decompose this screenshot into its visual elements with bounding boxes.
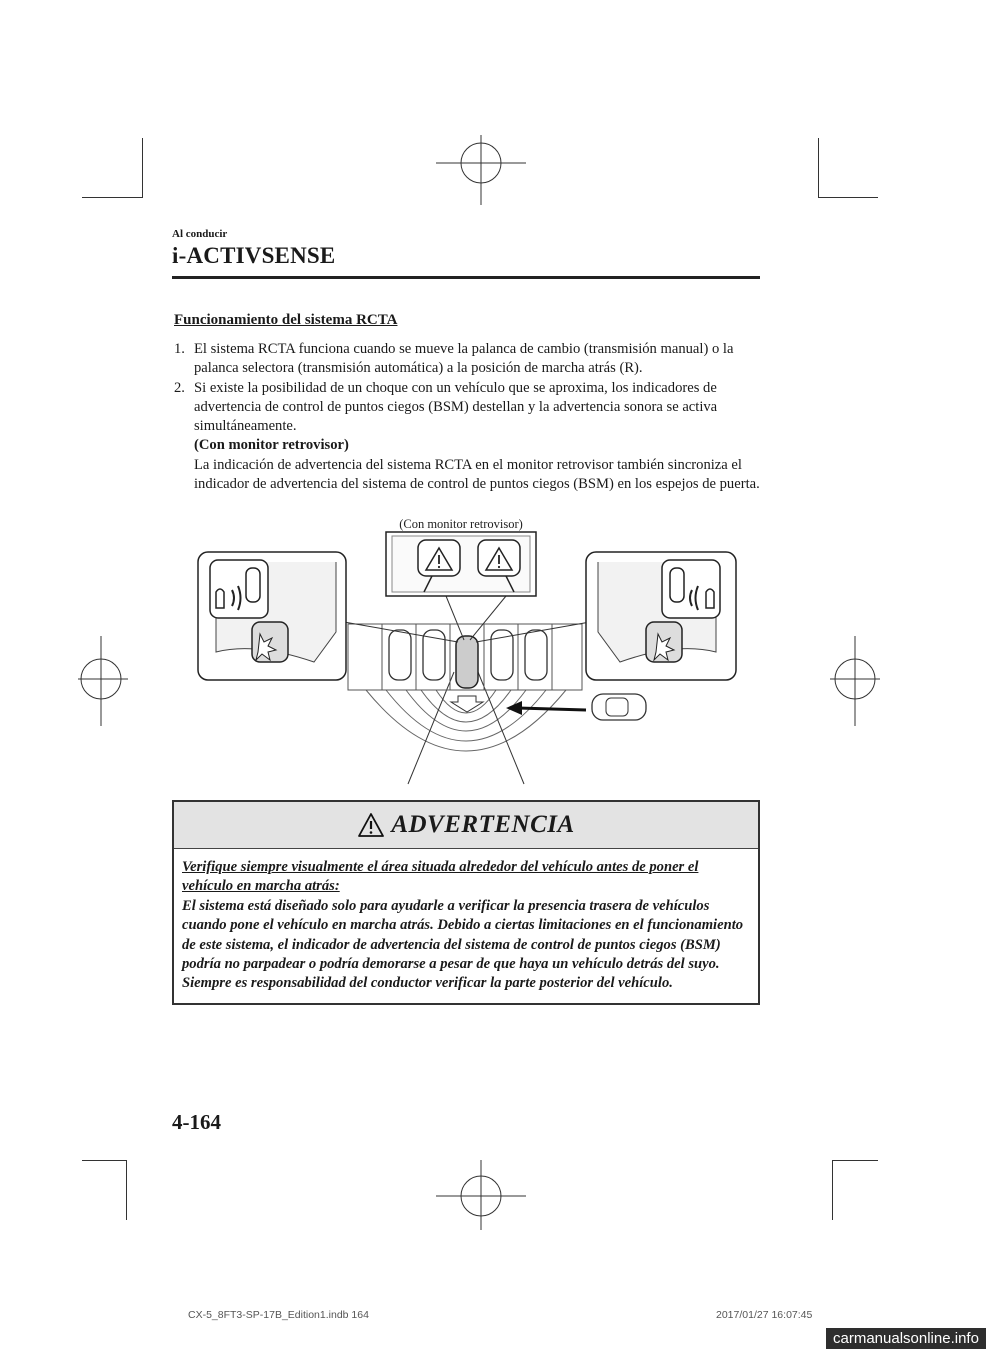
section-label: Al conducir [172,228,228,240]
list-item [174,340,764,379]
reversing-car [456,636,478,688]
sub-heading: Funcionamiento del sistema RCTA [174,312,398,328]
warning-title: ADVERTENCIA [391,811,575,838]
monitor-note-text: La indicación de advertencia del sistema RCTA en el monitor retrovisor también sincroniza el indicador de advertencia del sistema de control de puntos ciegos (BSM) en los espejos de puerta. [194,456,760,493]
title-divider [172,276,760,279]
warning-lead: Verifique siempre visualmente el área situada alrededor del vehículo antes de poner el vehículo en marcha atrás: [182,859,699,895]
footer-file-name: CX-5_8FT3-SP-17B_Edition1.indb 164 [188,1309,369,1321]
warning-text: El sistema está diseñado solo para ayudarle a verificar la presencia trasera de vehículos cuando pone el vehículo en marcha atrás. Debido a ciertas limitaciones en el funcionamiento de este sistema, el indicador de advertencia del sistema de control de puntos ciegos (BSM) podría no parpadear o podría demorarse a pesar de que haya un vehículo detrás del suyo. Siempre es responsabilidad del conductor verificar la parte posterior del vehículo. [182,897,744,992]
warning-triangle-icon [357,812,385,838]
rcta-illustration [196,512,758,790]
list-text: Si existe la posibilidad de un choque con un vehículo que se aproxima, los indicadores de advertencia de control de puntos ciegos (BSM) destellan y la advertencia sonora se activa simultáneamente. [194,379,718,435]
registration-mark-left [78,636,128,726]
numbered-list [174,340,764,494]
footer-date-stamp: 2017/01/27 16:07:45 [716,1309,813,1321]
page-number: 4-164 [172,1110,221,1134]
list-number: 1. [174,341,185,357]
warning-header [174,802,758,849]
rear-view-monitor [386,532,536,596]
list-number: 2. [174,379,185,396]
registration-mark-bottom [436,1160,526,1230]
list-item [174,379,764,495]
watermark-link[interactable]: carmanualsonline.info [826,1328,986,1349]
warning-box [172,800,760,1005]
right-mirror-panel [586,552,736,680]
list-text: El sistema RCTA funciona cuando se mueve la palanca de cambio (transmisión manual) o la palanca selectora (transmisión automática) a la posición de marcha atrás (R). [194,341,734,377]
monitor-note-heading: (Con monitor retrovisor) [194,437,349,454]
left-mirror-panel [198,552,346,680]
registration-mark-top [436,135,526,205]
registration-mark-right [830,636,880,726]
approaching-car [592,694,646,720]
warning-body [182,858,752,994]
chapter-title: i-ACTIVSENSE [172,243,336,268]
monitor-label: (Con monitor retrovisor) [399,517,523,531]
